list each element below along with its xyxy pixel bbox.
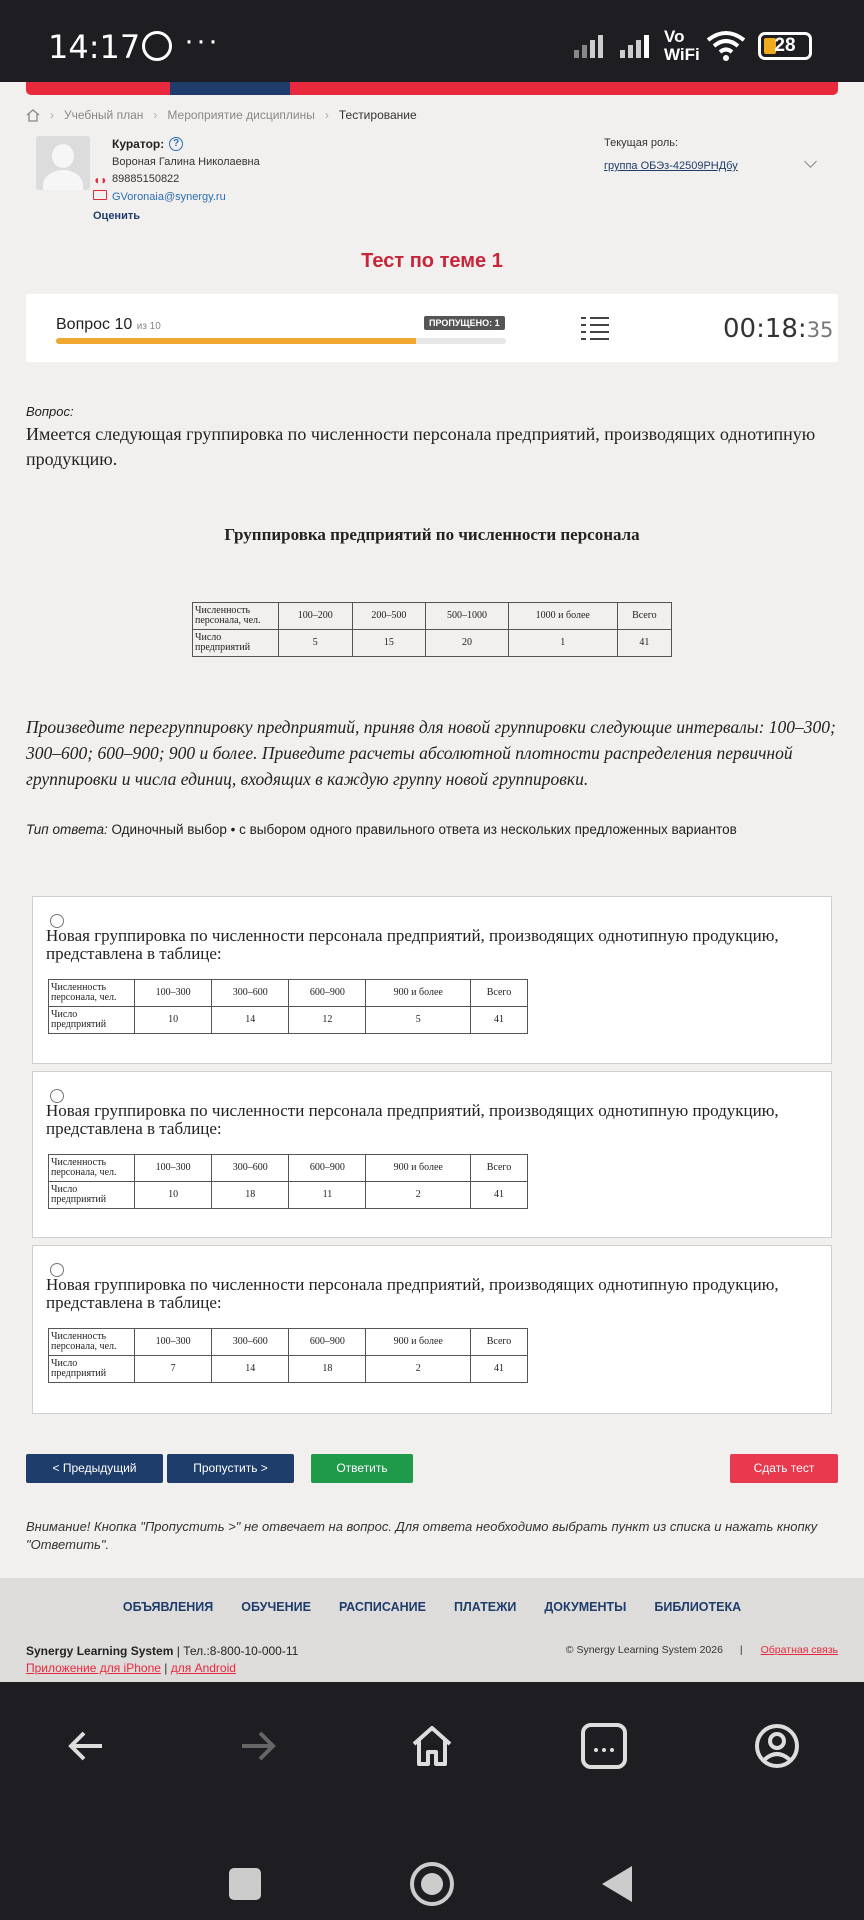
curator-label: Куратор: ?: [112, 137, 183, 151]
source-table: Численность персонала, чел. 100–200 200–500 500–1000 1000 и более Всего Число предприятий 5 15 20 1 41: [192, 602, 672, 657]
home-button[interactable]: [408, 1860, 456, 1908]
avatar: [36, 136, 90, 190]
breadcrumb-item-plan[interactable]: Учебный план: [64, 108, 144, 122]
breadcrumb-item-event[interactable]: Мероприятие дисциплины: [167, 108, 315, 122]
chevron-down-icon[interactable]: [804, 155, 817, 168]
forward-arrow-icon[interactable]: [234, 1722, 282, 1770]
skip-button[interactable]: Пропустить >: [167, 1454, 294, 1483]
progress-bar: [56, 338, 506, 344]
task-text: Произведите перегруппировку предприятий, приняв для новой группировки следующие интервалы: 100–300; 300–600; 600–900; 900 и более. Приведите расчеты абсолютной плотности распределения первичной группировки и числа единиц, входящих в каждую группу новой группировки.: [26, 717, 836, 789]
back-button[interactable]: [600, 1864, 636, 1904]
role-select[interactable]: группа ОБЭз-42509РНДбу: [604, 160, 738, 172]
footer-link-schedule[interactable]: РАСПИСАНИЕ: [338, 1600, 426, 1614]
home-icon[interactable]: [408, 1722, 456, 1770]
footer: [0, 1578, 864, 1682]
headset-icon: ◖◗: [93, 173, 108, 187]
browser-navbar: [0, 1682, 864, 1920]
answer-option-1[interactable]: Новая группировка по численности персонала предприятий, производящих однотипную продукцию, представлена в таблице: Численность персонала, чел. 100–300 300–600 600–900 900 и более Всего Число предприятий 10 14 12 5 41: [32, 896, 832, 1064]
curator-phone: 89885150822: [112, 173, 180, 185]
recent-apps-button[interactable]: [229, 1868, 261, 1900]
answer-type: Тип ответа: Одиночный выбор • с выбором одного правильного ответа из нескольких предложенных вариантов: [26, 822, 737, 837]
curator-name: Вороная Галина Николаевна: [112, 156, 260, 168]
help-icon[interactable]: ?: [169, 137, 183, 151]
option-table: Численность персонала, чел. 100–300 300–600 600–900 900 и более Всего Число предприятий 7 14 18 2 41: [48, 1328, 528, 1383]
feedback-link[interactable]: Обратная связь: [760, 1644, 838, 1656]
signal-icon-2: [620, 30, 656, 58]
timer: 00:18:35: [723, 314, 834, 344]
breadcrumb-item-testing: Тестирование: [338, 108, 417, 122]
footer-apps: Приложение для iPhone | для Android: [26, 1661, 236, 1675]
mail-icon: [93, 190, 107, 200]
whatsapp-icon: [142, 31, 172, 61]
footer-link-documents[interactable]: ДОКУМЕНТЫ: [544, 1600, 627, 1614]
vowifi-label: Vo WiFi: [664, 27, 700, 64]
question-list-icon[interactable]: [581, 316, 609, 342]
answer-button[interactable]: Ответить: [311, 1454, 413, 1483]
footer-brand: Synergy Learning System | Тел.:8-800-10-000-11: [26, 1644, 299, 1658]
wifi-icon: [706, 30, 746, 62]
footer-link-payments[interactable]: ПЛАТЕЖИ: [453, 1600, 517, 1614]
skipped-badge: ПРОПУЩЕНО: 1: [424, 316, 505, 330]
question-panel: [26, 294, 838, 362]
signal-icon: [574, 30, 610, 58]
android-app-link[interactable]: для Android: [170, 1661, 236, 1675]
iphone-app-link[interactable]: Приложение для iPhone: [26, 1661, 161, 1675]
answer-option-2[interactable]: Новая группировка по численности персонала предприятий, производящих однотипную продукцию, представлена в таблице: Численность персонала, чел. 100–300 300–600 600–900 900 и более Всего Число предприятий 10 18 11 2 41: [32, 1071, 832, 1238]
copyright: © Synergy Learning System 2026 | Обратная связь: [565, 1644, 838, 1656]
clock: 14:17: [48, 28, 141, 66]
back-arrow-icon[interactable]: [62, 1722, 110, 1770]
option-table: Численность персонала, чел. 100–300 300–600 600–900 900 и более Всего Число предприятий 10 18 11 2 41: [48, 1154, 528, 1209]
footer-link-library[interactable]: БИБЛИОТЕКА: [654, 1600, 742, 1614]
option-table: Численность персонала, чел. 100–300 300–600 600–900 900 и более Всего Число предприятий 10 14 12 5 41: [48, 979, 528, 1034]
profile-icon[interactable]: [753, 1722, 801, 1770]
curator-email[interactable]: GVoronaia@synergy.ru: [112, 191, 226, 203]
question-text: Имеется следующая группировка по численности персонала предприятий, производящих однотипную продукцию.: [26, 424, 816, 469]
top-nav-strip: [26, 82, 838, 95]
warning-text: Внимание! Кнопка "Пропустить >" не отвечает на вопрос. Для ответа необходимо выбрать пункт из списка и нажать кнопку "Ответить".: [26, 1519, 818, 1552]
page-title: Тест по теме 1: [361, 250, 503, 272]
role-label: Текущая роль:: [604, 137, 679, 149]
prev-button[interactable]: < Предыдущий: [26, 1454, 163, 1483]
home-icon[interactable]: [26, 109, 40, 122]
rate-link[interactable]: Оценить: [93, 210, 140, 222]
tabs-icon[interactable]: [580, 1722, 628, 1770]
submit-test-button[interactable]: Сдать тест: [730, 1454, 838, 1483]
answer-option-3[interactable]: Новая группировка по численности персонала предприятий, производящих однотипную продукцию, представлена в таблице: Численность персонала, чел. 100–300 300–600 600–900 900 и более Всего Число предприятий 7 14 18 2 41: [32, 1245, 832, 1414]
question-label: Вопрос:: [26, 404, 74, 419]
table-title: Группировка предприятий по численности персонала: [224, 525, 640, 544]
more-notifications-icon: ···: [184, 24, 220, 57]
question-counter: Вопрос 10 из 10: [56, 316, 161, 333]
status-bar: [0, 0, 864, 82]
footer-link-announcements[interactable]: ОБЪЯВЛЕНИЯ: [122, 1600, 214, 1614]
breadcrumb: › Учебный план › Мероприятие дисциплины › Тестирование: [26, 108, 417, 122]
footer-link-learning[interactable]: ОБУЧЕНИЕ: [241, 1600, 311, 1614]
footer-nav: [0, 1600, 864, 1614]
battery-icon: 28: [758, 32, 812, 60]
